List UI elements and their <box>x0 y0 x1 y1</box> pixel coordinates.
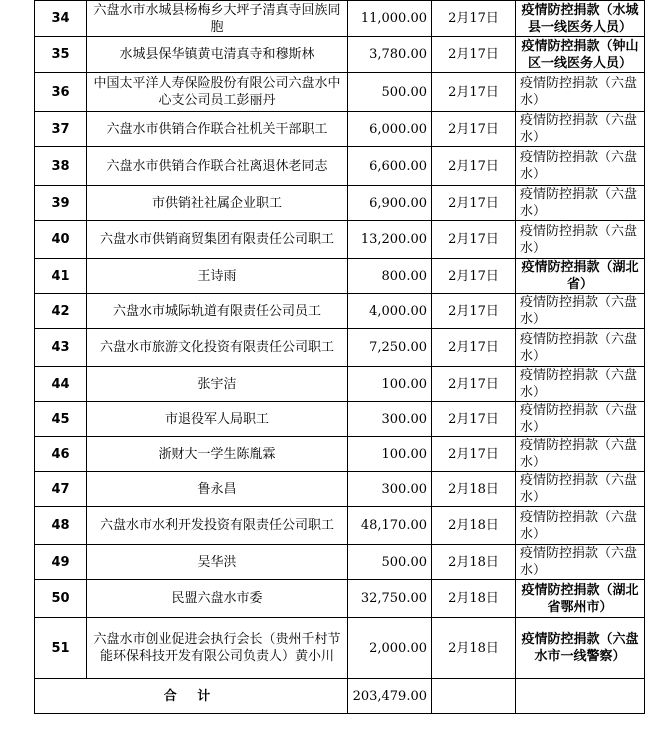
donor-name: 六盘水市水城县杨梅乡大坪子清真寺回族同胞 <box>87 1 348 37</box>
donation-date: 2月17日 <box>432 437 516 472</box>
donation-purpose: 疫情防控捐款（六盘水市一线警察） <box>516 618 645 679</box>
donation-purpose: 疫情防控捐款（六盘水） <box>516 545 645 580</box>
donation-amount: 6,900.00 <box>348 186 432 221</box>
donation-purpose: 疫情防控捐款（水城县一线医务人员） <box>516 1 645 37</box>
donation-date: 2月18日 <box>432 507 516 545</box>
row-number: 43 <box>35 329 87 367</box>
donor-name: 王诗雨 <box>87 259 348 294</box>
donation-amount: 2,000.00 <box>348 618 432 679</box>
donor-name: 浙财大一学生陈胤霖 <box>87 437 348 472</box>
donation-purpose: 疫情防控捐款（六盘水） <box>516 147 645 186</box>
row-number: 38 <box>35 147 87 186</box>
donation-purpose: 疫情防控捐款（六盘水） <box>516 294 645 329</box>
donor-name: 六盘水市供销商贸集团有限责任公司职工 <box>87 221 348 259</box>
donation-date: 2月17日 <box>432 1 516 37</box>
table-row <box>35 507 645 545</box>
row-number: 36 <box>35 73 87 112</box>
donation-table <box>34 0 645 714</box>
table-row <box>35 259 645 294</box>
table-row <box>35 367 645 402</box>
donor-name: 六盘水市城际轨道有限责任公司员工 <box>87 294 348 329</box>
donation-amount: 800.00 <box>348 259 432 294</box>
donation-amount: 11,000.00 <box>348 1 432 37</box>
donation-date: 2月17日 <box>432 112 516 147</box>
table-row <box>35 545 645 580</box>
table-row <box>35 221 645 259</box>
donation-amount: 500.00 <box>348 73 432 112</box>
row-number: 42 <box>35 294 87 329</box>
donation-amount: 6,600.00 <box>348 147 432 186</box>
donation-purpose: 疫情防控捐款（六盘水） <box>516 437 645 472</box>
donation-purpose: 疫情防控捐款（湖北省鄂州市） <box>516 580 645 618</box>
donor-name: 六盘水市水利开发投资有限责任公司职工 <box>87 507 348 545</box>
donation-table-body <box>35 1 645 714</box>
donation-amount: 300.00 <box>348 402 432 437</box>
donation-date: 2月17日 <box>432 294 516 329</box>
row-number: 41 <box>35 259 87 294</box>
donation-date: 2月17日 <box>432 329 516 367</box>
row-number: 39 <box>35 186 87 221</box>
donation-purpose: 疫情防控捐款（钟山区一线医务人员） <box>516 37 645 73</box>
donation-date: 2月17日 <box>432 73 516 112</box>
donation-purpose: 疫情防控捐款（六盘水） <box>516 329 645 367</box>
donation-amount: 48,170.00 <box>348 507 432 545</box>
donor-name: 鲁永昌 <box>87 472 348 507</box>
row-number: 46 <box>35 437 87 472</box>
donation-purpose: 疫情防控捐款（六盘水） <box>516 112 645 147</box>
donation-amount: 32,750.00 <box>348 580 432 618</box>
row-number: 40 <box>35 221 87 259</box>
donation-date: 2月18日 <box>432 580 516 618</box>
donation-amount: 300.00 <box>348 472 432 507</box>
donation-amount: 6,000.00 <box>348 112 432 147</box>
donation-date: 2月17日 <box>432 367 516 402</box>
row-number: 47 <box>35 472 87 507</box>
row-number: 44 <box>35 367 87 402</box>
donation-purpose: 疫情防控捐款（六盘水） <box>516 186 645 221</box>
donor-name: 中国太平洋人寿保险股份有限公司六盘水中心支公司员工彭丽丹 <box>87 73 348 112</box>
total-row <box>35 679 645 714</box>
donation-amount: 13,200.00 <box>348 221 432 259</box>
donor-name: 六盘水市供销合作联合社离退休老同志 <box>87 147 348 186</box>
donor-name: 市退役军人局职工 <box>87 402 348 437</box>
donor-name: 水城县保华镇黄屯清真寺和穆斯林 <box>87 37 348 73</box>
donor-name: 民盟六盘水市委 <box>87 580 348 618</box>
row-number: 50 <box>35 580 87 618</box>
row-number: 35 <box>35 37 87 73</box>
table-row <box>35 402 645 437</box>
donation-purpose: 疫情防控捐款（六盘水） <box>516 221 645 259</box>
row-number: 37 <box>35 112 87 147</box>
table-row <box>35 37 645 73</box>
table-row <box>35 1 645 37</box>
row-number: 45 <box>35 402 87 437</box>
table-row <box>35 580 645 618</box>
table-row <box>35 147 645 186</box>
donor-name: 市供销社社属企业职工 <box>87 186 348 221</box>
donation-amount: 7,250.00 <box>348 329 432 367</box>
row-number: 51 <box>35 618 87 679</box>
donation-date: 2月18日 <box>432 545 516 580</box>
donation-date: 2月17日 <box>432 147 516 186</box>
table-row <box>35 294 645 329</box>
row-number: 48 <box>35 507 87 545</box>
donor-name: 六盘水市旅游文化投资有限责任公司职工 <box>87 329 348 367</box>
total-empty-cell <box>516 679 645 714</box>
donor-name: 吴华洪 <box>87 545 348 580</box>
table-row <box>35 329 645 367</box>
donor-name: 六盘水市创业促进会执行会长（贵州千村节能环保科技开发有限公司负责人）黄小川 <box>87 618 348 679</box>
row-number: 34 <box>35 1 87 37</box>
donation-purpose: 疫情防控捐款（湖北省） <box>516 259 645 294</box>
donation-date: 2月18日 <box>432 618 516 679</box>
table-row <box>35 112 645 147</box>
donation-amount: 500.00 <box>348 545 432 580</box>
table-row <box>35 437 645 472</box>
donation-amount: 100.00 <box>348 367 432 402</box>
total-amount: 203,479.00 <box>348 679 432 714</box>
donation-date: 2月17日 <box>432 259 516 294</box>
table-row <box>35 186 645 221</box>
total-label: 合 计 <box>35 679 348 714</box>
donation-date: 2月17日 <box>432 221 516 259</box>
donation-amount: 4,000.00 <box>348 294 432 329</box>
donation-purpose: 疫情防控捐款（六盘水） <box>516 73 645 112</box>
donation-amount: 100.00 <box>348 437 432 472</box>
donation-date: 2月17日 <box>432 37 516 73</box>
donation-purpose: 疫情防控捐款（六盘水） <box>516 472 645 507</box>
table-row <box>35 73 645 112</box>
donation-amount: 3,780.00 <box>348 37 432 73</box>
total-empty-cell <box>432 679 516 714</box>
donation-purpose: 疫情防控捐款（六盘水） <box>516 367 645 402</box>
row-number: 49 <box>35 545 87 580</box>
donation-purpose: 疫情防控捐款（六盘水） <box>516 507 645 545</box>
table-row <box>35 472 645 507</box>
donation-date: 2月17日 <box>432 402 516 437</box>
donor-name: 张宇洁 <box>87 367 348 402</box>
donor-name: 六盘水市供销合作联合社机关干部职工 <box>87 112 348 147</box>
donation-date: 2月17日 <box>432 186 516 221</box>
donation-purpose: 疫情防控捐款（六盘水） <box>516 402 645 437</box>
table-row <box>35 618 645 679</box>
donation-date: 2月18日 <box>432 472 516 507</box>
